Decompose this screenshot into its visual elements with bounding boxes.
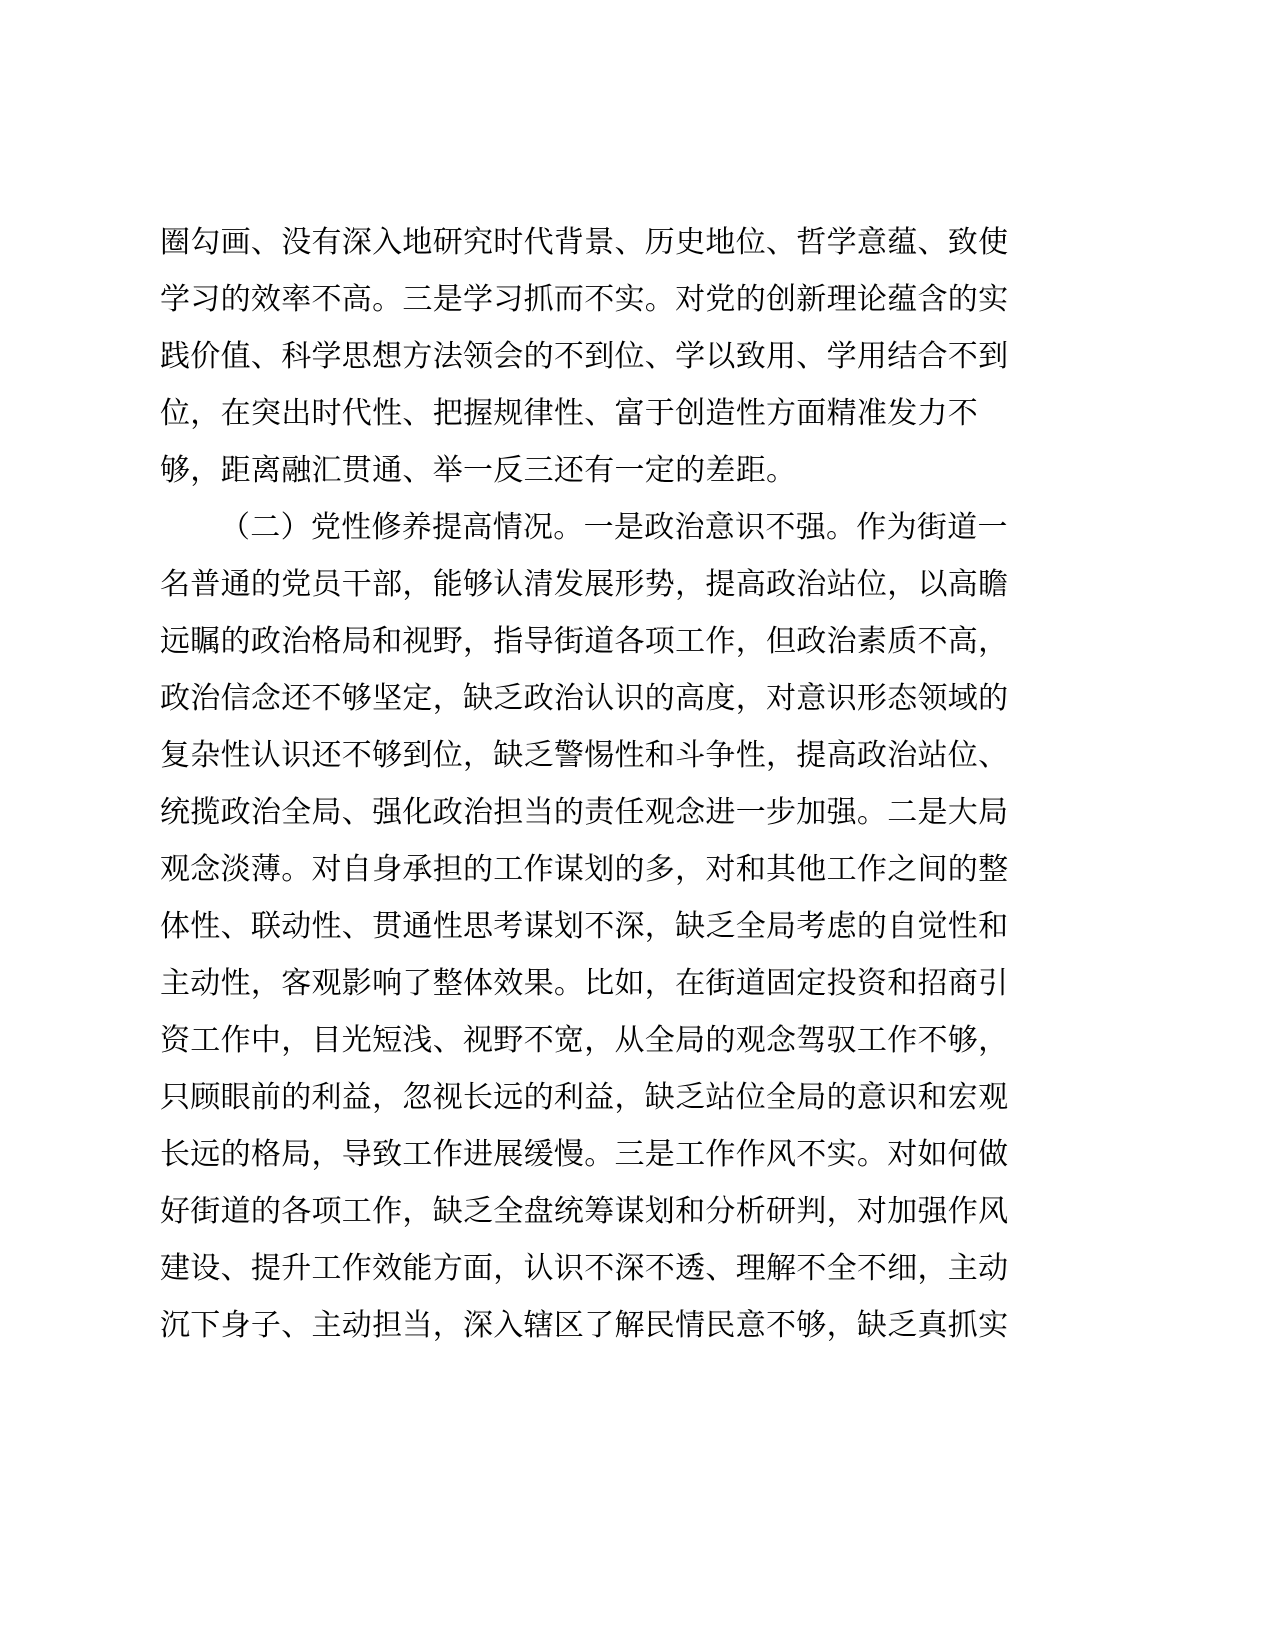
text-line: 沉下身子、主动担当，深入辖区了解民情民意不够，缺乏真抓实 xyxy=(160,1308,1009,1343)
text-line: 名普通的党员干部，能够认清发展形势，提高政治站位，以高瞻 xyxy=(160,567,1009,602)
text-line: 远瞩的政治格局和视野，指导街道各项工作，但政治素质不高， xyxy=(160,624,1009,659)
text-line: 建设、提升工作效能方面，认识不深不透、理解不全不细，主动 xyxy=(160,1251,1009,1286)
text-line: 观念淡薄。对自身承担的工作谋划的多，对和其他工作之间的整 xyxy=(160,852,1009,887)
text-line: 统揽政治全局、强化政治担当的责任观念进一步加强。二是大局 xyxy=(160,795,1009,830)
text-line: 位，在突出时代性、把握规律性、富于创造性方面精准发力不 xyxy=(160,396,979,431)
text-line: 只顾眼前的利益，忽视长远的利益，缺乏站位全局的意识和宏观 xyxy=(160,1080,1009,1115)
text-line: 主动性，客观影响了整体效果。比如，在街道固定投资和招商引 xyxy=(160,966,1009,1001)
text-line: 复杂性认识还不够到位，缺乏警惕性和斗争性，提高政治站位、 xyxy=(160,738,1009,773)
text-line: 长远的格局，导致工作进展缓慢。三是工作作风不实。对如何做 xyxy=(160,1137,1009,1172)
body-text xyxy=(160,214,1100,1354)
text-line: 学习的效率不高。三是学习抓而不实。对党的创新理论蕴含的实 xyxy=(160,282,1009,317)
text-line: 够，距离融汇贯通、举一反三还有一定的差距。 xyxy=(160,453,797,488)
text-line: 资工作中，目光短浅、视野不宽，从全局的观念驾驭工作不够， xyxy=(160,1023,1009,1058)
text-line: 好街道的各项工作，缺乏全盘统筹谋划和分析研判，对加强作风 xyxy=(160,1194,1009,1229)
text-line: 政治信念还不够坚定，缺乏政治认识的高度，对意识形态领域的 xyxy=(160,681,1009,716)
text-line: 体性、联动性、贯通性思考谋划不深，缺乏全局考虑的自觉性和 xyxy=(160,909,1009,944)
text-line: 圈勾画、没有深入地研究时代背景、历史地位、哲学意蕴、致使 xyxy=(160,225,1009,260)
text-line: 践价值、科学思想方法领会的不到位、学以致用、学用结合不到 xyxy=(160,339,1009,374)
paragraph-start-line: （二）党性修养提高情况。一是政治意识不强。作为街道一 xyxy=(220,510,1008,545)
